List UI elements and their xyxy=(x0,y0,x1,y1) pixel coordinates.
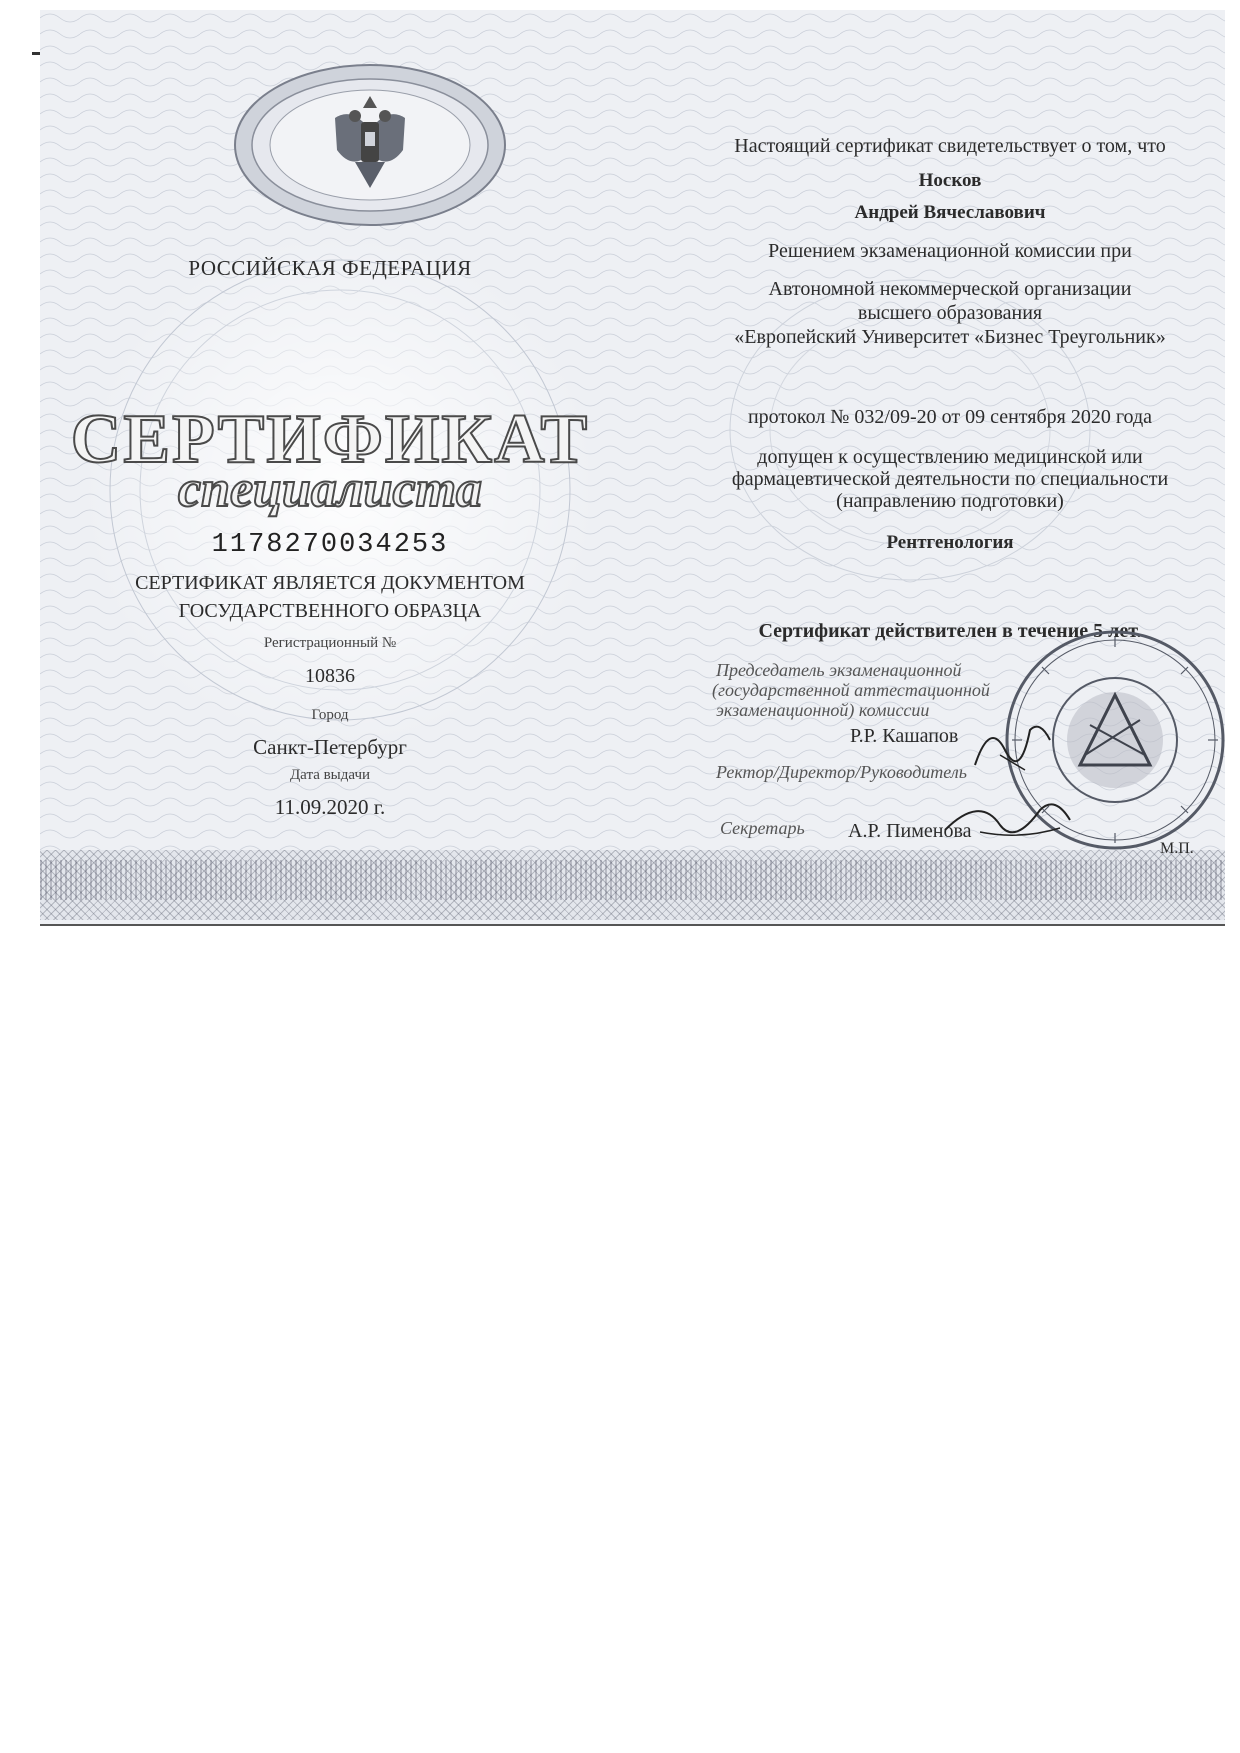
admission-line3: (направлению подготовки) xyxy=(836,490,1064,512)
organization-line2: высшего образования xyxy=(857,302,1043,324)
rector-label: Ректор/Директор/Руководитель xyxy=(716,762,967,782)
organization-line1: Автономной некоммерческой организации xyxy=(768,278,1132,300)
certificate-title: СЕРТИФИКАТ xyxy=(70,401,590,478)
scan-bottom-edge xyxy=(40,924,1225,926)
certificate-spread xyxy=(40,10,1225,925)
secretary-signature xyxy=(940,790,1080,850)
certificate-subtitle: специалиста xyxy=(177,461,483,518)
guilloche-band xyxy=(40,850,1225,920)
specialty: Рентгенология xyxy=(886,532,1014,553)
chair-signature xyxy=(970,710,1060,780)
registration-value: 10836 xyxy=(305,665,355,687)
state-notice-line1: СЕРТИФИКАТ ЯВЛЯЕТСЯ ДОКУМЕНТОМ xyxy=(135,572,525,594)
russian-coat-of-arms-icon xyxy=(325,88,415,198)
secretary-label: Секретарь xyxy=(720,818,805,838)
organization-line3: «Европейский Университет «Бизнес Треугольник» xyxy=(734,326,1166,348)
stamp-place-mark: М.П. xyxy=(1160,840,1194,857)
secretary-name: А.Р. Пименова xyxy=(848,820,972,842)
admission-line1: допущен к осуществлению медицинской или xyxy=(757,446,1143,468)
decision-text: Решением экзаменационной комиссии при xyxy=(768,240,1132,262)
holder-surname: Носков xyxy=(918,170,982,191)
validity-text: Сертификат действителен в течение 5 лет. xyxy=(758,620,1142,642)
certificate-number: 1178270034253 xyxy=(211,530,449,560)
protocol-text: протокол № 032/09-20 от 09 сентября 2020 года xyxy=(747,406,1153,428)
chair-title-line3: экзаменационной) комиссии xyxy=(716,700,930,720)
city-label: Город xyxy=(311,707,349,723)
holder-given-names: Андрей Вячеславович xyxy=(854,202,1046,223)
chair-name: Р.Р. Кашапов xyxy=(850,725,959,747)
state-notice-line2: ГОСУДАРСТВЕННОГО ОБРАЗЦА xyxy=(178,600,482,622)
city-value: Санкт-Петербург xyxy=(253,735,407,759)
chair-title-line2: (государственной аттестационной xyxy=(712,680,990,700)
issue-date-value: 11.09.2020 г. xyxy=(274,795,386,819)
issue-date-label: Дата выдачи xyxy=(289,767,371,783)
registration-label: Регистрационный № xyxy=(263,635,397,651)
admission-line2: фармацевтической деятельности по специальности xyxy=(731,468,1169,490)
chair-title-line1: Председатель экзаменационной xyxy=(716,660,962,680)
guilloche-band-inner xyxy=(40,860,1225,900)
intro-text: Настоящий сертификат свидетельствует о том, что xyxy=(734,135,1166,157)
country-name: РОССИЙСКАЯ ФЕДЕРАЦИЯ xyxy=(188,256,472,280)
